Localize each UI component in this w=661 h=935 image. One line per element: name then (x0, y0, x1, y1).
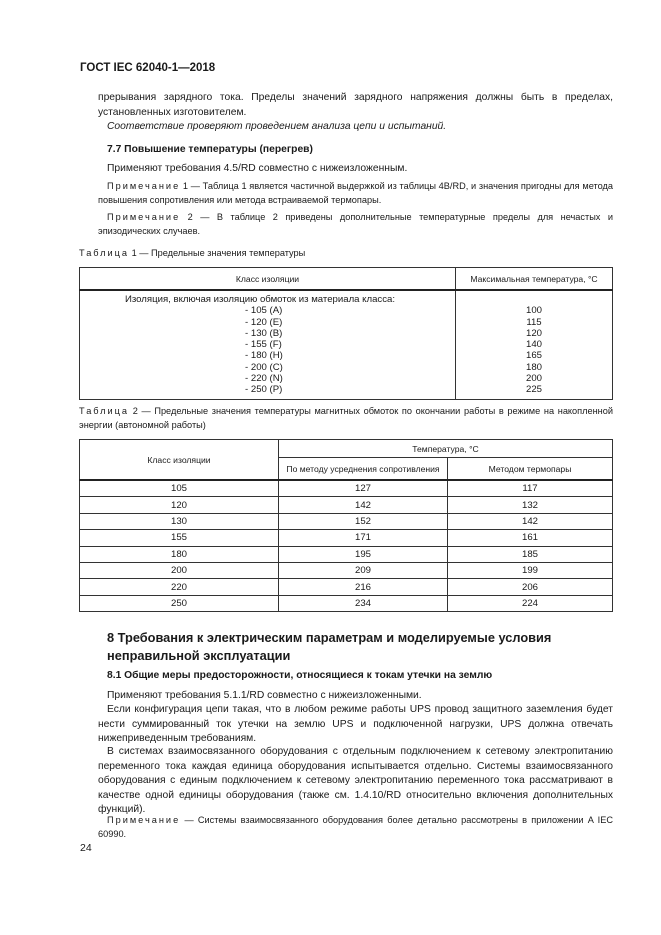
page-number: 24 (80, 842, 92, 854)
table-row (80, 513, 613, 529)
cell: 224 (448, 595, 613, 611)
table-1-temp: 200 (525, 373, 542, 385)
table-1-row: - 105 (A) (245, 305, 283, 317)
table-1-temp: 165 (525, 350, 542, 362)
table-2-caption-text: 2 — Предельные значения температуры магнитных обмоток по окончании работы в режиме на накопленной энергии (автономной работы) (79, 406, 613, 430)
section-8-1-title: 8.1 Общие меры предосторожности, относящиеся к токам утечки на землю (107, 670, 493, 681)
table-1-row: - 130 (B) (245, 327, 283, 339)
cell: 216 (279, 579, 448, 595)
table-2-header-resistance: По методу усреднения сопротивления (279, 458, 448, 481)
compliance-text: Соответствие проверяют проведением анализа цепи и испытаний. (107, 121, 447, 132)
cell: 161 (448, 530, 613, 546)
cell: 142 (448, 513, 613, 529)
table-row (80, 595, 613, 611)
note-1-text: 1 — Таблица 1 является частичной выдержкой из таблицы 4B/RD, и значения пригодны для метода повышения сопротивления или метода встраиваемой термопары. (98, 181, 613, 205)
section-8-title: 8 Требования к электрическим параметрам и моделируемые условия неправильной эксплуатации (107, 630, 552, 663)
table-1-row: - 250 (P) (245, 384, 283, 396)
note-2-text: 2 — В таблице 2 приведены дополнительные температурные пределы для нечастых и эпизодических случаев. (98, 212, 613, 236)
section-8-1-p3: В системах взаимосвязанного оборудования с отдельным подключением к сетевому электропитанию переменного тока каждая единица оборудования испытывается отдельно. Системы взаимосвязанного оборудования с единым подключением к сетевому электропитанию переменного тока рассматривают в качестве одной единицы оборудования (также см. 1.4.10/RD относительно включения дополнительных функций). (98, 746, 613, 815)
cell: 142 (279, 497, 448, 513)
cell: 171 (279, 530, 448, 546)
document-header: ГОСТ IEC 62040-1—2018 (80, 62, 216, 74)
table-1-header-max-temp: Максимальная температура, °С (456, 268, 613, 291)
table-row (80, 579, 613, 595)
table-2-header-class: Класс изоляции (80, 440, 279, 481)
table-2-header-thermocouple: Методом термопары (448, 458, 613, 481)
table-row (80, 546, 613, 562)
table-1-class-cell (80, 290, 456, 399)
table-1-temp: 140 (525, 339, 542, 351)
table-1-caption-label: Таблица (79, 248, 130, 258)
table-1-temp: 225 (525, 384, 542, 396)
table-2-caption-label: Таблица (79, 406, 130, 416)
section-8-1-p2: Если конфигурация цепи такая, что в любом режиме работы UPS провод защитного заземления будет нести суммированный ток утечки на землю UPS и подключенной нагрузки, UPS должна отвечать нижеприведенным требованиям. (98, 704, 613, 744)
table-row (80, 497, 613, 513)
section-7-7-paragraph: Применяют требования 4.5/RD совместно с нижеизложенным. (107, 163, 408, 174)
cell: 152 (279, 513, 448, 529)
table-row (80, 530, 613, 546)
cell: 127 (279, 480, 448, 497)
cell: 120 (80, 497, 279, 513)
table-2 (79, 439, 613, 612)
table-2-header-temperature: Температура, °С (279, 440, 613, 458)
table-row (80, 562, 613, 578)
table-1-temp: 100 (525, 305, 542, 317)
table-1-temp: 115 (526, 316, 542, 328)
table-1-header-class: Класс изоляции (80, 268, 456, 291)
table-1-row: - 180 (H) (245, 350, 283, 362)
cell: 220 (80, 579, 279, 595)
table-1-row: - 200 (C) (245, 361, 283, 373)
table-1-temp: 180 (525, 361, 542, 373)
cell: 199 (448, 562, 613, 578)
section-8-1-p1: Применяют требования 5.1.1/RD совместно с нижеизложенными. (107, 690, 422, 701)
cell: 105 (80, 480, 279, 497)
cell: 195 (279, 546, 448, 562)
cell: 234 (279, 595, 448, 611)
cell: 185 (448, 546, 613, 562)
table-1-lead: Изоляция, включая изоляцию обмоток из материала класса: (125, 294, 395, 305)
table-1-temp: 120 (525, 327, 542, 339)
intro-paragraph: прерывания зарядного тока. Пределы значений зарядного напряжения должны быть в пределах, установленных изготовителем. (98, 92, 613, 118)
cell: 130 (80, 513, 279, 529)
table-row (80, 480, 613, 497)
table-2-caption (79, 405, 613, 432)
section-8-1-note (98, 814, 613, 841)
cell: 117 (448, 480, 613, 497)
cell: 200 (80, 562, 279, 578)
table-1-temp-cell (456, 290, 613, 399)
note-2-label: Примечание (107, 212, 181, 222)
cell: 180 (80, 546, 279, 562)
table-1-caption (79, 247, 305, 261)
cell: 206 (448, 579, 613, 595)
section-8-1-note-label: Примечание (107, 815, 181, 825)
cell: 250 (80, 595, 279, 611)
section-8-1-note-text: — Системы взаимосвязанного оборудования более детально рассмотрены в приложении A IEC 60990. (98, 815, 613, 839)
cell: 132 (448, 497, 613, 513)
table-1-row: - 155 (F) (245, 339, 282, 351)
table-1-row: - 220 (N) (245, 373, 283, 385)
table-1-caption-text: 1 — Предельные значения температуры (131, 248, 306, 258)
cell: 155 (80, 530, 279, 546)
section-7-7-title: 7.7 Повышение температуры (перегрев) (107, 144, 313, 155)
note-2 (98, 211, 613, 238)
note-1-label: Примечание (107, 181, 181, 191)
cell: 209 (279, 562, 448, 578)
table-1-row: - 120 (E) (245, 316, 283, 328)
table-1 (79, 267, 613, 400)
note-1 (98, 180, 613, 207)
